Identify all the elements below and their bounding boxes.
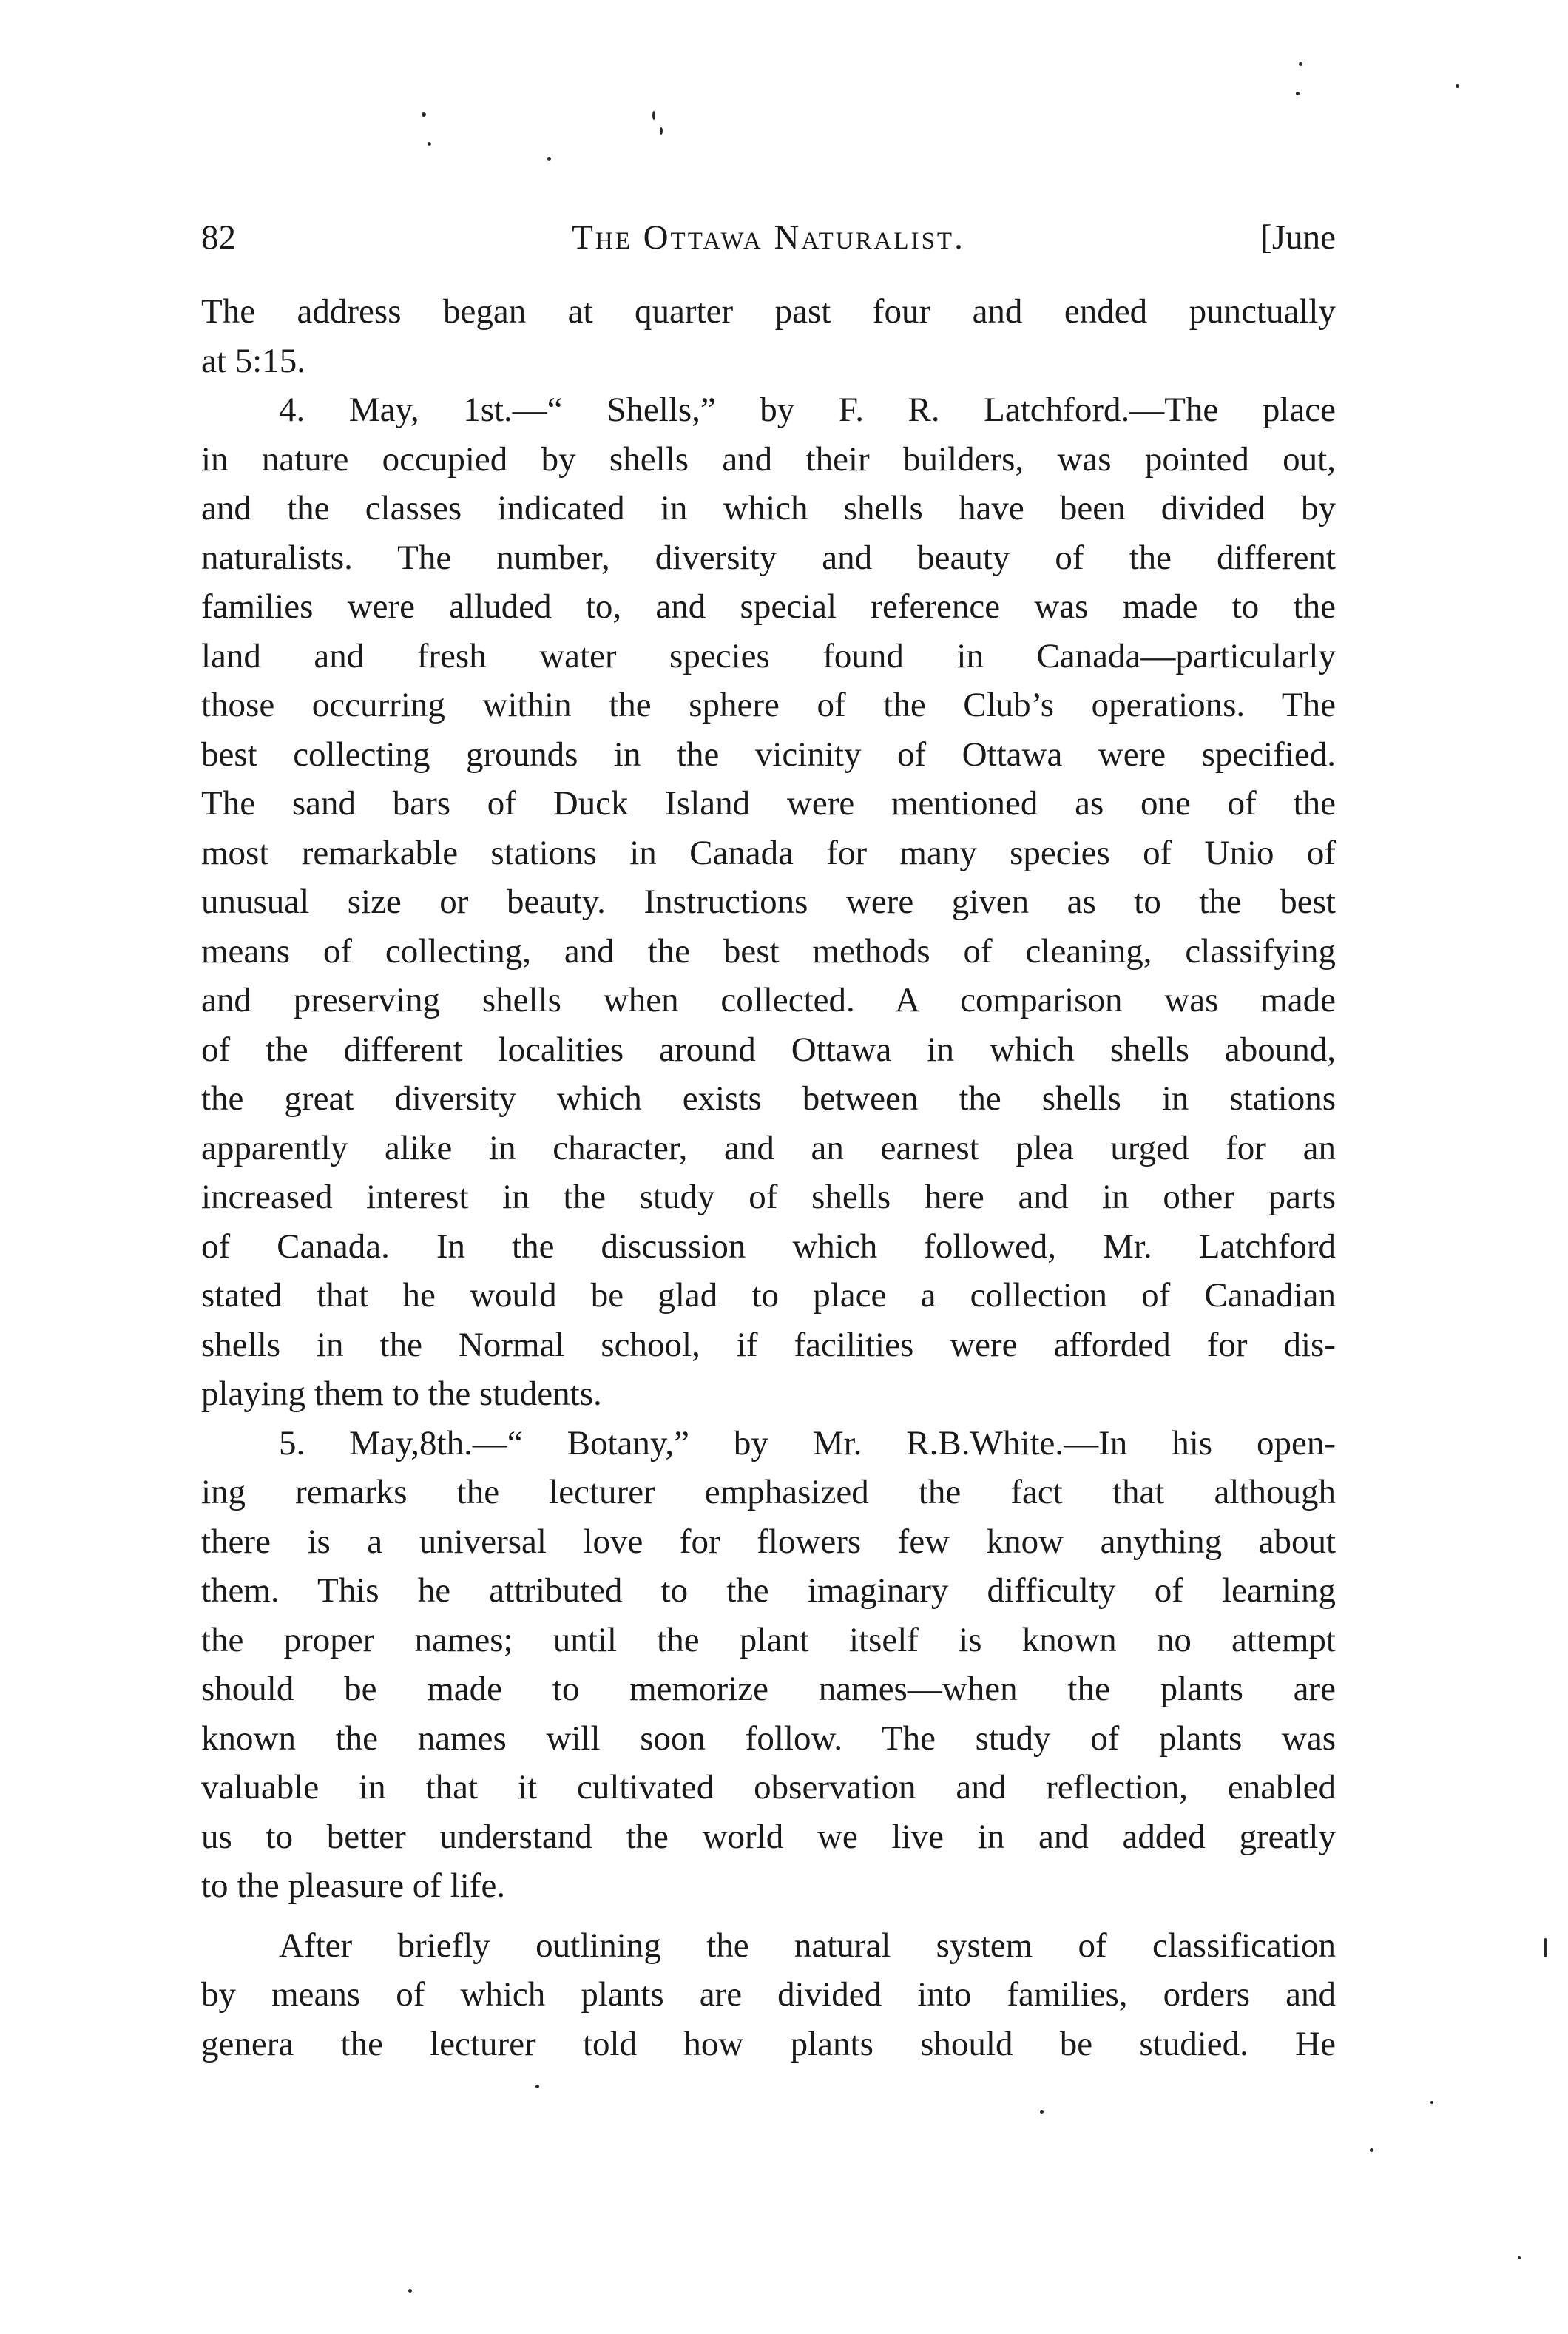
- text-line: ing remarks the lecturer emphasized the fact that although: [201, 1473, 1336, 1511]
- text-line: land and fresh water species found in Canada—particularly: [201, 636, 1336, 675]
- text-line: to the pleasure of life.: [201, 1866, 506, 1905]
- scan-speck: [1370, 2148, 1373, 2152]
- text-line: playing them to the students.: [201, 1375, 602, 1413]
- text-line: increased interest in the study of shells here and in other parts: [201, 1178, 1336, 1216]
- text-line: there is a universal love for flowers few know anything about: [201, 1522, 1336, 1561]
- scan-speck: [660, 127, 663, 135]
- text-line: known the names will soon follow. The study of plants was: [201, 1719, 1336, 1758]
- text-line: genera the lecturer told how plants should be studied. He: [201, 2024, 1336, 2063]
- scan-speck: [1518, 2256, 1521, 2259]
- text-line: means of collecting, and the best methods of cleaning, classifying: [201, 931, 1336, 971]
- scan-speck: [1456, 84, 1459, 88]
- article-body: [201, 287, 1336, 2068]
- text-line: of Canada. In the discussion which followed, Mr. Latchford: [201, 1227, 1336, 1266]
- text-line: in nature occupied by shells and their builders, was pointed out,: [201, 439, 1336, 479]
- text-line: the proper names; until the plant itself is known no attempt: [201, 1620, 1336, 1659]
- text-line: After briefly outlining the natural system of classification: [279, 1926, 1336, 1965]
- page-number: 82: [201, 218, 236, 257]
- text-line: most remarkable stations in Canada for many species of Unio of: [201, 833, 1336, 872]
- scan-speck: [1040, 2110, 1044, 2114]
- issue-month: [June: [1260, 218, 1336, 257]
- paragraph-gap: [201, 1911, 1336, 1921]
- text-line: of the different localities around Ottawa in which shells abound,: [201, 1030, 1336, 1069]
- text-line: the great diversity which exists between the shells in stations: [201, 1079, 1336, 1118]
- scan-speck: [535, 2085, 539, 2088]
- text-line: The sand bars of Duck Island were mentioned as one of the: [201, 784, 1336, 823]
- scan-speck: [428, 142, 431, 146]
- scan-speck: [1296, 92, 1300, 95]
- scan-speck: [1430, 2101, 1433, 2104]
- text-line: at 5:15.: [201, 341, 305, 380]
- text-line: unusual size or beauty. Instructions were given as to the best: [201, 883, 1336, 921]
- text-line: should be made to memorize names—when the plants are: [201, 1670, 1336, 1708]
- running-header: [201, 212, 1336, 263]
- text-line: valuable in that it cultivated observation and reflection, enabled: [201, 1768, 1336, 1807]
- text-line: us to better understand the world we live in and added greatly: [201, 1817, 1336, 1856]
- text-line: and preserving shells when collected. A comparison was made: [201, 981, 1336, 1019]
- text-line: families were alluded to, and special reference was made to the: [201, 587, 1336, 626]
- scan-speck: [547, 157, 551, 161]
- text-line: best collecting grounds in the vicinity of Ottawa were specified.: [201, 735, 1336, 774]
- journal-title: The Ottawa Naturalist.: [572, 218, 965, 257]
- text-line: The address began at quarter past four and ended punctually: [201, 292, 1336, 331]
- text-line: them. This he attributed to the imaginary difficulty of learning: [201, 1571, 1336, 1610]
- text-line: by means of which plants are divided into families, orders and: [201, 1975, 1336, 2014]
- text-line: shells in the Normal school, if facilities were afforded for dis-: [201, 1325, 1336, 1364]
- scan-speck: [422, 112, 426, 117]
- scan-speck: [1299, 62, 1302, 66]
- text-line: those occurring within the sphere of the Club’s operations. The: [201, 686, 1336, 724]
- text-line: stated that he would be glad to place a collection of Canadian: [201, 1276, 1336, 1315]
- text-line: and the classes indicated in which shells have been divided by: [201, 489, 1336, 527]
- scan-speck: [408, 2289, 412, 2293]
- text-line: apparently alike in character, and an earnest plea urged for an: [201, 1128, 1336, 1167]
- text-line: 5. May,8th.—“ Botany,” by Mr. R.B.White.—In his open-: [279, 1423, 1336, 1463]
- text-line: 4. May, 1st.—“ Shells,” by F. R. Latchford.—The place: [279, 391, 1336, 429]
- scan-speck: [1544, 1938, 1547, 1957]
- text-line: naturalists. The number, diversity and beauty of the different: [201, 538, 1336, 577]
- scan-speck: [652, 111, 655, 120]
